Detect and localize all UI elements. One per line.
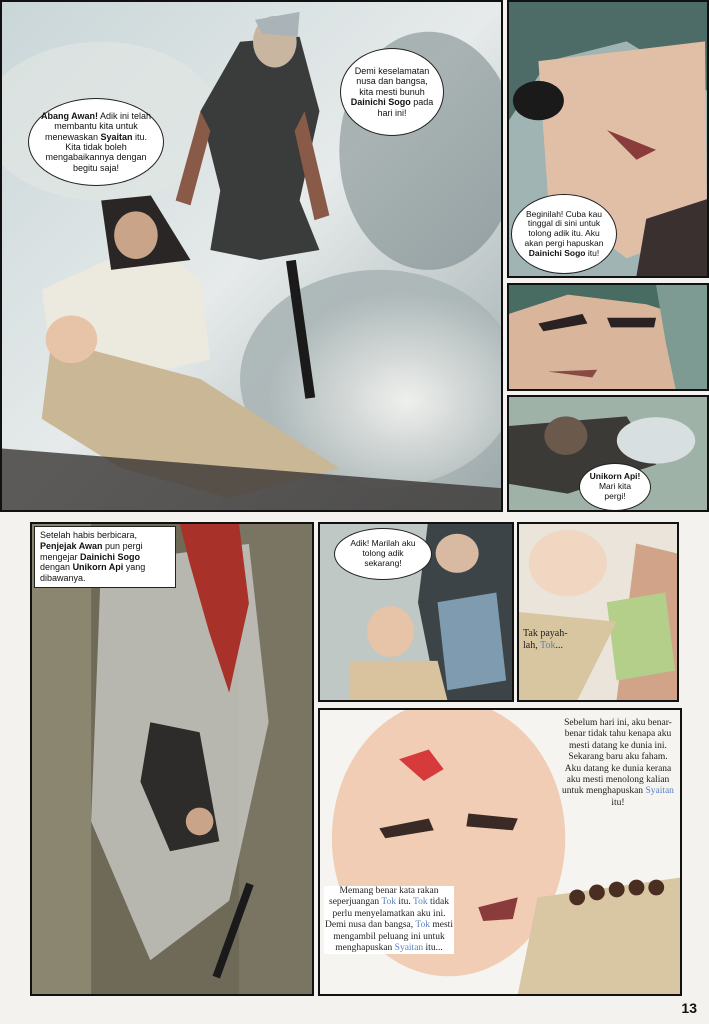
speech-text: mesti mengambil peluang ini untuk menghapuskan bbox=[333, 920, 453, 953]
speech-bubble-adik-marilah bbox=[334, 528, 432, 580]
panel-eyepatch-closeup bbox=[507, 0, 709, 278]
speech-name: Tok bbox=[415, 920, 430, 931]
bubble-text: Mari kita pergi! bbox=[598, 481, 632, 501]
page-number: 13 bbox=[681, 1000, 697, 1016]
panel-unikorn-call bbox=[507, 395, 709, 512]
bubble-text: Beginilah! Cuba kau tinggal di sini untuk tolong adik itu. Aku akan pergi hapuskan bbox=[524, 208, 604, 248]
bubble-text: Adik! Marilah aku tolong adik sekarang! bbox=[350, 538, 416, 568]
speech-text: itu! bbox=[611, 797, 625, 808]
bubble-text: Demi keselamatan nusa dan bangsa, kita mesti bunuh bbox=[354, 66, 430, 97]
bubble-highlight: Dainichi Sogo bbox=[528, 247, 586, 258]
panel-dive-scene bbox=[30, 522, 314, 996]
speech-text: Tak payah-lah, bbox=[523, 628, 568, 651]
caption-setelah-habis bbox=[34, 526, 176, 588]
speech-text: Memang benar kata rakan seperjuangan bbox=[329, 886, 439, 908]
speech-name: Tok bbox=[412, 897, 428, 908]
speech-text: ... bbox=[555, 640, 563, 651]
bubble-highlight: Abang Awan! bbox=[40, 110, 98, 121]
panel-eyes-closeup bbox=[507, 283, 709, 391]
speech-text: Sebelum hari ini, aku benar-benar tidak tahu kenapa aku mesti datang ke dunia ini. Sekarang baru aku faham. Aku datang ke dunia kerana aku mesti menolong kalian untuk menghapuskan bbox=[562, 718, 672, 797]
speech-bubble-unikorn-api bbox=[579, 463, 651, 511]
speech-name: Tok bbox=[381, 897, 396, 908]
tak-payahlah-text bbox=[523, 628, 575, 652]
eyes-closeup-art bbox=[509, 285, 707, 389]
bubble-text: Adik ini telah membantu kita untuk menewaskan bbox=[44, 110, 152, 142]
bubble-text: pada hari ini! bbox=[377, 97, 434, 118]
panel-tak-payahlah bbox=[517, 522, 679, 702]
caption-highlight: Unikorn Api bbox=[72, 562, 124, 573]
speech-bubble-demi-keselamatan bbox=[340, 48, 444, 136]
panel-help-offer bbox=[318, 522, 514, 702]
caption-text: pun pergi mengejar bbox=[40, 540, 143, 562]
caption-text: yang dibawanya. bbox=[40, 562, 146, 584]
speech-text: itu. bbox=[398, 897, 411, 908]
bubble-highlight: Syaitan bbox=[100, 131, 133, 142]
speech-name: Syaitan bbox=[645, 786, 674, 797]
bubble-highlight: Dainichi Sogo bbox=[350, 97, 411, 108]
bubble-text: itu! bbox=[587, 247, 600, 258]
caption-highlight: Dainichi Sogo bbox=[80, 551, 141, 562]
bubble-highlight: Unikorn Api! bbox=[589, 471, 641, 482]
speech-name: Syaitan bbox=[394, 942, 424, 953]
caption-text: dengan bbox=[40, 562, 71, 573]
monk-thought-text-2 bbox=[324, 886, 454, 954]
speech-bubble-beginilah bbox=[511, 194, 617, 274]
tak-payahlah-art bbox=[519, 524, 677, 700]
panel-battle-scene bbox=[0, 0, 503, 512]
speech-name: Tok bbox=[540, 640, 556, 651]
monk-thought-text-1 bbox=[560, 718, 676, 809]
speech-bubble-abang-awan bbox=[28, 98, 164, 186]
speech-text: itu... bbox=[425, 942, 443, 953]
caption-text: Setelah habis berbicara, bbox=[40, 530, 138, 540]
speech-text: tidak perlu menyelamatkan aku ini. Demi nusa dan bangsa, bbox=[325, 897, 449, 931]
dive-scene-art bbox=[32, 524, 312, 994]
bubble-text: itu. Kita tidak boleh mengabaikannya dengan begitu saja! bbox=[45, 131, 148, 173]
caption-highlight: Penjejak Awan bbox=[40, 540, 103, 551]
panel-monk-closeup bbox=[318, 708, 682, 996]
